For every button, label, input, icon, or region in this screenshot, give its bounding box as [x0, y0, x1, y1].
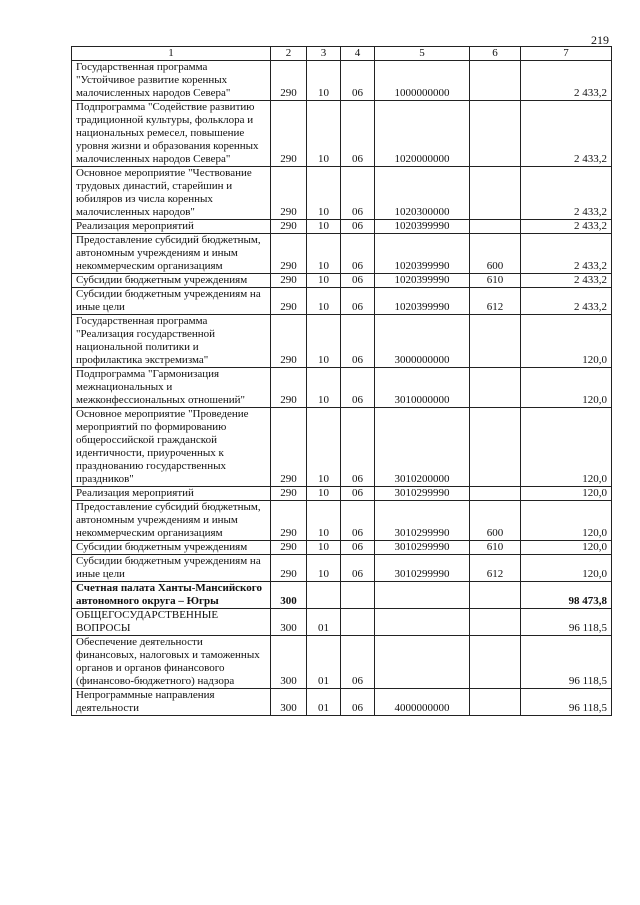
expense-type-cell: 610: [470, 541, 521, 555]
row-name-cell: Государственная программа "Реализация государственной национальной политики и профилактика экстремизма": [72, 315, 271, 368]
expense-type-cell: [470, 61, 521, 101]
target-article-cell: 3010200000: [375, 408, 470, 487]
section-cell: 01: [307, 609, 341, 636]
table-row: [72, 636, 612, 689]
section-cell: 10: [307, 541, 341, 555]
expense-type-cell: 600: [470, 234, 521, 274]
expense-type-cell: 612: [470, 288, 521, 315]
subsection-cell: 06: [341, 487, 375, 501]
subsection-cell: 06: [341, 315, 375, 368]
row-name-cell: Субсидии бюджетным учреждениям: [72, 274, 271, 288]
expense-type-cell: [470, 368, 521, 408]
amount-cell: 96 118,5: [521, 636, 612, 689]
target-article-cell: 1020399990: [375, 274, 470, 288]
table-row: [72, 61, 612, 101]
amount-cell: 96 118,5: [521, 689, 612, 716]
subsection-cell: [341, 582, 375, 609]
row-name-cell: Реализация мероприятий: [72, 487, 271, 501]
table-row: [72, 408, 612, 487]
table-row: [72, 274, 612, 288]
section-cell: 10: [307, 501, 341, 541]
amount-cell: 120,0: [521, 368, 612, 408]
admin-code-cell: 300: [271, 636, 307, 689]
amount-cell: 2 433,2: [521, 288, 612, 315]
admin-code-cell: 300: [271, 582, 307, 609]
expense-type-cell: [470, 487, 521, 501]
subsection-cell: 06: [341, 636, 375, 689]
amount-cell: 2 433,2: [521, 234, 612, 274]
admin-code-cell: 290: [271, 61, 307, 101]
admin-code-cell: 300: [271, 689, 307, 716]
table-row: [72, 541, 612, 555]
row-name-cell: Государственная программа "Устойчивое развитие коренных малочисленных народов Севера": [72, 61, 271, 101]
budget-table: [71, 46, 612, 716]
section-cell: 10: [307, 101, 341, 167]
column-header: 4: [341, 47, 375, 61]
amount-cell: 120,0: [521, 555, 612, 582]
amount-cell: 120,0: [521, 408, 612, 487]
subsection-cell: 06: [341, 288, 375, 315]
section-cell: 10: [307, 315, 341, 368]
amount-cell: 2 433,2: [521, 167, 612, 220]
subsection-cell: 06: [341, 61, 375, 101]
admin-code-cell: 290: [271, 368, 307, 408]
target-article-cell: 1020300000: [375, 167, 470, 220]
column-header: 1: [72, 47, 271, 61]
row-name-cell: Счетная палата Ханты-Мансийского автономного округа – Югры: [72, 582, 271, 609]
amount-cell: 2 433,2: [521, 101, 612, 167]
admin-code-cell: 290: [271, 101, 307, 167]
target-article-cell: 1020000000: [375, 101, 470, 167]
amount-cell: 96 118,5: [521, 609, 612, 636]
subsection-cell: 06: [341, 101, 375, 167]
subsection-cell: 06: [341, 408, 375, 487]
target-article-cell: 3010299990: [375, 487, 470, 501]
row-name-cell: Обеспечение деятельности финансовых, налоговых и таможенных органов и органов финансового (финансово-бюджетного) надзора: [72, 636, 271, 689]
row-name-cell: Субсидии бюджетным учреждениям на иные цели: [72, 288, 271, 315]
expense-type-cell: [470, 220, 521, 234]
subsection-cell: [341, 609, 375, 636]
expense-type-cell: [470, 636, 521, 689]
column-header: 5: [375, 47, 470, 61]
target-article-cell: 3010299990: [375, 501, 470, 541]
row-name-cell: Реализация мероприятий: [72, 220, 271, 234]
column-header: 3: [307, 47, 341, 61]
section-cell: 10: [307, 274, 341, 288]
table-row: [72, 368, 612, 408]
section-cell: 10: [307, 408, 341, 487]
expense-type-cell: 610: [470, 274, 521, 288]
table-row: [72, 220, 612, 234]
admin-code-cell: 290: [271, 541, 307, 555]
target-article-cell: [375, 636, 470, 689]
row-name-cell: ОБЩЕГОСУДАРСТВЕННЫЕ ВОПРОСЫ: [72, 609, 271, 636]
row-name-cell: Непрограммные направления деятельности: [72, 689, 271, 716]
admin-code-cell: 290: [271, 501, 307, 541]
expense-type-cell: [470, 609, 521, 636]
subsection-cell: 06: [341, 368, 375, 408]
subsection-cell: 06: [341, 167, 375, 220]
admin-code-cell: 290: [271, 315, 307, 368]
target-article-cell: 3000000000: [375, 315, 470, 368]
amount-cell: 120,0: [521, 487, 612, 501]
column-header: 6: [470, 47, 521, 61]
amount-cell: 120,0: [521, 501, 612, 541]
section-cell: [307, 582, 341, 609]
expense-type-cell: [470, 689, 521, 716]
target-article-cell: [375, 609, 470, 636]
subsection-cell: 06: [341, 689, 375, 716]
column-header: 2: [271, 47, 307, 61]
section-cell: 10: [307, 487, 341, 501]
target-article-cell: 3010299990: [375, 555, 470, 582]
expense-type-cell: 600: [470, 501, 521, 541]
section-cell: 01: [307, 689, 341, 716]
table-row: [72, 487, 612, 501]
table-row: [72, 689, 612, 716]
admin-code-cell: 290: [271, 274, 307, 288]
expense-type-cell: [470, 582, 521, 609]
section-cell: 10: [307, 167, 341, 220]
section-cell: 01: [307, 636, 341, 689]
table-row: [72, 501, 612, 541]
amount-cell: 120,0: [521, 541, 612, 555]
subsection-cell: 06: [341, 541, 375, 555]
expense-type-cell: [470, 408, 521, 487]
target-article-cell: 3010000000: [375, 368, 470, 408]
page-number: 219: [591, 33, 609, 47]
table-row: [72, 167, 612, 220]
target-article-cell: 1000000000: [375, 61, 470, 101]
row-name-cell: Субсидии бюджетным учреждениям на иные цели: [72, 555, 271, 582]
section-cell: 10: [307, 288, 341, 315]
table-row: [72, 609, 612, 636]
expense-type-cell: [470, 167, 521, 220]
target-article-cell: [375, 582, 470, 609]
admin-code-cell: 290: [271, 408, 307, 487]
subsection-cell: 06: [341, 555, 375, 582]
table-row: [72, 234, 612, 274]
amount-cell: 2 433,2: [521, 220, 612, 234]
admin-code-cell: 290: [271, 487, 307, 501]
section-cell: 10: [307, 555, 341, 582]
subsection-cell: 06: [341, 501, 375, 541]
expense-type-cell: [470, 315, 521, 368]
target-article-cell: 1020399990: [375, 220, 470, 234]
row-name-cell: Основное мероприятие "Проведение мероприятий по формированию общероссийской гражданской идентичности, приуроченных к празднованию государственных праздников": [72, 408, 271, 487]
subsection-cell: 06: [341, 274, 375, 288]
section-cell: 10: [307, 234, 341, 274]
target-article-cell: 1020399990: [375, 234, 470, 274]
section-cell: 10: [307, 61, 341, 101]
subsection-cell: 06: [341, 220, 375, 234]
amount-cell: 2 433,2: [521, 274, 612, 288]
expense-type-cell: [470, 101, 521, 167]
amount-cell: 98 473,8: [521, 582, 612, 609]
table-row: [72, 315, 612, 368]
target-article-cell: 3010299990: [375, 541, 470, 555]
table-row: [72, 101, 612, 167]
expense-type-cell: 612: [470, 555, 521, 582]
target-article-cell: 1020399990: [375, 288, 470, 315]
table-row: [72, 582, 612, 609]
row-name-cell: Предоставление субсидий бюджетным, автономным учреждениям и иным некоммерческим организациям: [72, 501, 271, 541]
admin-code-cell: 290: [271, 555, 307, 582]
row-name-cell: Основное мероприятие "Чествование трудовых династий, старейшин и юбиляров из числа коренных малочисленных народов": [72, 167, 271, 220]
row-name-cell: Предоставление субсидий бюджетным, автономным учреждениям и иным некоммерческим организациям: [72, 234, 271, 274]
target-article-cell: 4000000000: [375, 689, 470, 716]
row-name-cell: Подпрограмма "Гармонизация межнациональных и межконфессиональных отношений": [72, 368, 271, 408]
admin-code-cell: 290: [271, 234, 307, 274]
row-name-cell: Подпрограмма "Содействие развитию традиционной культуры, фольклора и национальных ремесел, повышение уровня жизни и образования коренных малочисленных народов Севера": [72, 101, 271, 167]
admin-code-cell: 290: [271, 167, 307, 220]
amount-cell: 2 433,2: [521, 61, 612, 101]
table-row: [72, 288, 612, 315]
admin-code-cell: 300: [271, 609, 307, 636]
amount-cell: 120,0: [521, 315, 612, 368]
section-cell: 10: [307, 368, 341, 408]
column-header: 7: [521, 47, 612, 61]
subsection-cell: 06: [341, 234, 375, 274]
row-name-cell: Субсидии бюджетным учреждениям: [72, 541, 271, 555]
admin-code-cell: 290: [271, 288, 307, 315]
section-cell: 10: [307, 220, 341, 234]
admin-code-cell: 290: [271, 220, 307, 234]
table-header-row: [72, 47, 612, 61]
table-row: [72, 555, 612, 582]
